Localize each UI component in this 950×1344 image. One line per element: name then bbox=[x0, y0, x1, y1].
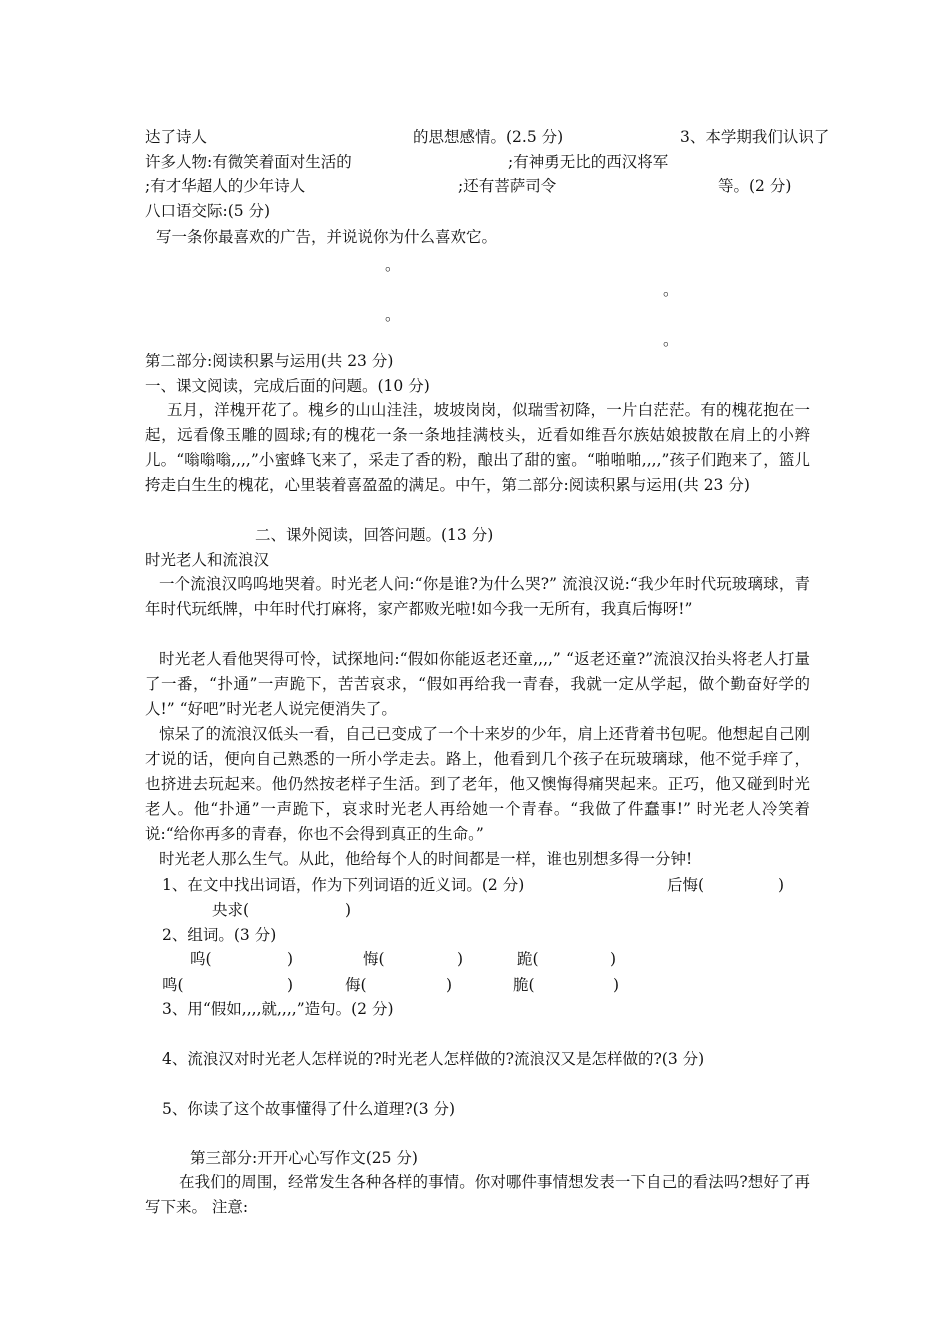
blank-line-mark: 。 bbox=[385, 306, 401, 324]
story-paragraph: 一个流浪汉呜呜地哭着。时光老人问:“你是谁?为什么哭?” 流浪汉说:“我少年时代玩玻璃球，青年时代玩纸牌，中年时代打麻将，家产都败光啦!如今我一无所有，我真后悔呀!” bbox=[145, 575, 810, 618]
section-heading: 八口语交际:(5 分) bbox=[145, 202, 271, 220]
writing-prompt: 在我们的周围，经常发生各种各样的事情。你对哪件事情想发表一下自己的看法吗?想好了再写下来。 注意: bbox=[145, 1173, 810, 1216]
part-heading: 第三部分:开开心心写作文(25 分) bbox=[190, 1149, 418, 1167]
question-1: 1、在文中找出词语，作为下列词语的近义词。(2 分) bbox=[162, 876, 525, 894]
word-blank-close: ) bbox=[613, 976, 620, 994]
word-blank: 呜( bbox=[190, 950, 212, 968]
blank-line-mark: 。 bbox=[663, 281, 679, 299]
section-heading: 一、课文阅读，完成后面的问题。(10 分) bbox=[145, 377, 430, 395]
fill-line-text: 等。(2 分) bbox=[718, 177, 792, 195]
blank-line-mark: 。 bbox=[663, 331, 679, 349]
word-blank: 悔( bbox=[363, 950, 385, 968]
word-blank: 跪( bbox=[517, 950, 539, 968]
answer-blank-label: 央求( bbox=[212, 901, 250, 919]
fill-line-text: 的思想感情。(2.5 分) bbox=[413, 128, 564, 146]
word-blank: 侮( bbox=[345, 976, 367, 994]
question-4: 4、流浪汉对时光老人怎样说的?时光老人怎样做的?流浪汉又是怎样做的?(3 分) bbox=[162, 1050, 705, 1068]
fill-line-text: ;有神勇无比的西汉将军 bbox=[508, 153, 669, 171]
word-blank-close: ) bbox=[287, 950, 294, 968]
story-paragraph: 时光老人看他哭得可怜，试探地问:“假如你能返老还童,,,,” “返老还童?”流浪汉抬头将老人打量了一番，“扑通”一声跪下，苦苦哀求，“假如再给我一青春，我就一定从学起，做个勤奋好学的人!” “好吧”时光老人说完便消失了。 bbox=[145, 650, 810, 718]
question-heading: 3、本学期我们认识了 bbox=[680, 128, 830, 146]
question-3: 3、用“假如,,,,就,,,,”造句。(2 分) bbox=[162, 1000, 394, 1018]
question-5: 5、你读了这个故事懂得了什么道理?(3 分) bbox=[162, 1100, 456, 1118]
word-blank-close: ) bbox=[287, 976, 294, 994]
answer-blank-close: ) bbox=[778, 876, 785, 894]
story-title: 时光老人和流浪汉 bbox=[145, 551, 270, 569]
fill-line-text: ;有才华超人的少年诗人 bbox=[145, 177, 306, 195]
word-blank-close: ) bbox=[446, 976, 453, 994]
part-heading: 第二部分:阅读积累与运用(共 23 分) bbox=[145, 352, 394, 370]
fill-line-text: 达了诗人 bbox=[145, 128, 208, 146]
answer-blank-label: 后悔( bbox=[667, 876, 705, 894]
reading-passage: 五月，洋槐开花了。槐乡的山山洼洼，坡坡岗岗，似瑞雪初降，一片白茫茫。有的槐花抱在一起，远看像玉雕的圆球;有的槐花一条一条地挂满枝头，近看如维吾尔族姑娘披散在肩上的小辫儿。“嗡嗡嗡,,,,”小蜜蜂飞来了，采走了香的粉，酿出了甜的蜜。“啪啪啪,,,,”孩子们跑来了，篮儿挎走白生生的槐花，心里装着喜盈盈的满足。中午，第二部分:阅读积累与运用(共 23 分) bbox=[145, 401, 810, 494]
word-blank: 脆( bbox=[513, 976, 535, 994]
fill-line-text: 许多人物:有微笑着面对生活的 bbox=[145, 153, 352, 171]
question-prompt: 写一条你最喜欢的广告，并说说你为什么喜欢它。 bbox=[156, 228, 498, 246]
word-blank: 鸣( bbox=[162, 976, 184, 994]
story-paragraph: 惊呆了的流浪汉低头一看，自己已变成了一个十来岁的少年，肩上还背着书包呢。他想起自己刚才说的话，便向自己熟悉的一所小学走去。路上，他看到几个孩子在玩玻璃球，他不觉手痒了，也挤进去玩起来。他仍然按老样子生活。到了老年，他又懊悔得痛哭起来。正巧，他又碰到时光老人。他“扑通”一声跪下，哀求时光老人再给她一个青春。“我做了件蠢事!” 时光老人冷笑着说:“给你再多的青春，你也不会得到真正的生命。” bbox=[145, 725, 811, 843]
fill-line-text: ;还有菩萨司令 bbox=[458, 177, 557, 195]
blank-line-mark: 。 bbox=[385, 256, 401, 274]
section-heading: 二、课外阅读，回答问题。(13 分) bbox=[255, 526, 494, 544]
word-blank-close: ) bbox=[457, 950, 464, 968]
answer-blank-close: ) bbox=[345, 901, 352, 919]
word-blank-close: ) bbox=[610, 950, 617, 968]
story-paragraph: 时光老人那么生气。从此，他给每个人的时间都是一样，谁也别想多得一分钟! bbox=[159, 850, 693, 868]
question-2: 2、组词。(3 分) bbox=[162, 926, 277, 944]
